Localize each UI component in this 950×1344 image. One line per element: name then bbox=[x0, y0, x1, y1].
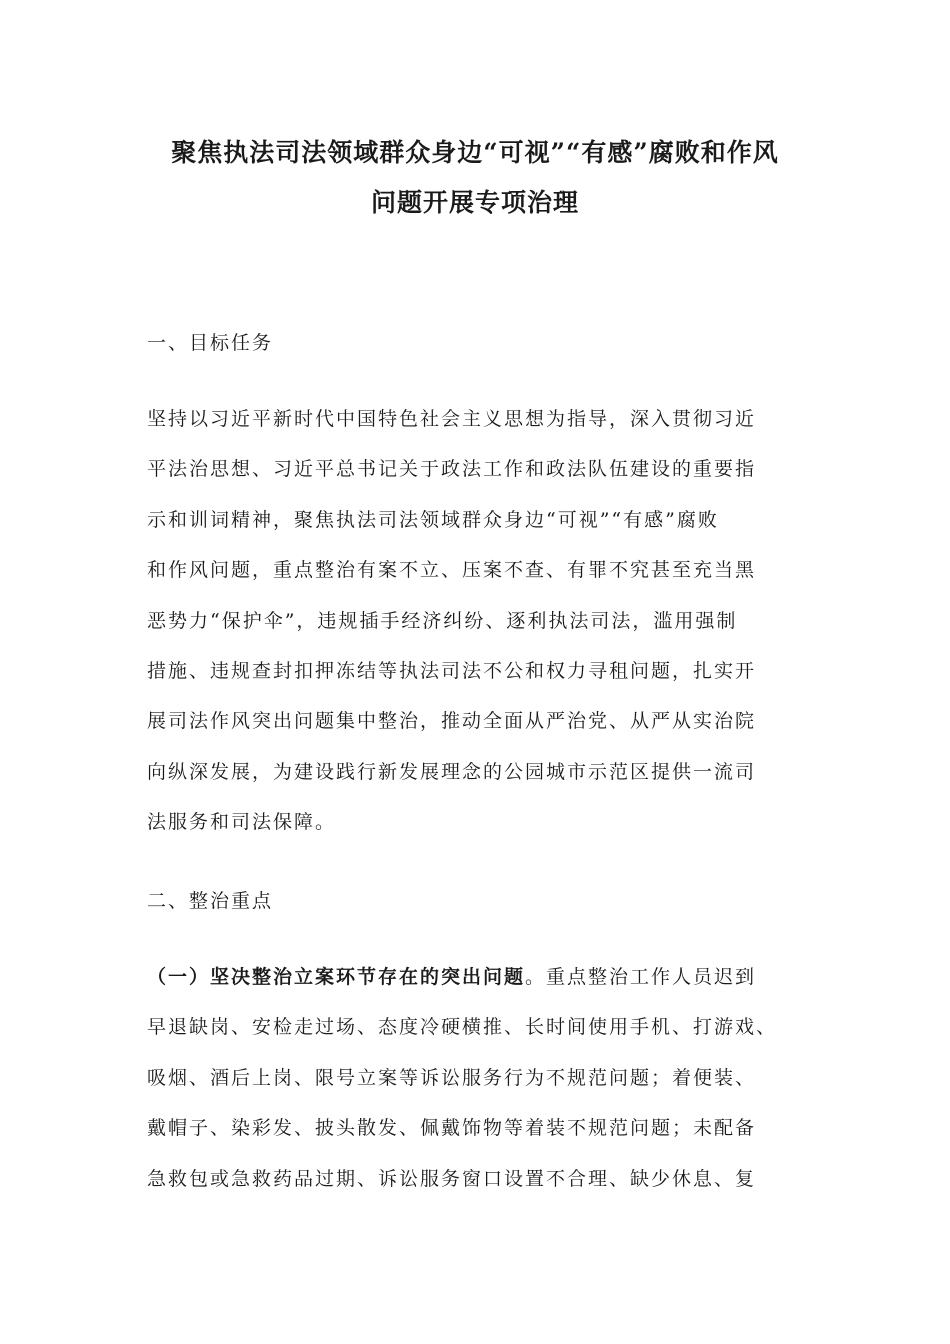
section-heading-goals: 一、目标任务 bbox=[147, 332, 274, 354]
paragraph-line: 和作风问题，重点整治有案不立、压案不查、有罪不究甚至充当黑 bbox=[147, 559, 757, 582]
paragraph-line: 坚持以习近平新时代中国特色社会主义思想为指导，深入贯彻习近 bbox=[147, 408, 757, 430]
paragraph-line: 展司法作风突出问题集中整治，推动全面从严治党、从严从实治院 bbox=[147, 710, 757, 733]
item1-first-line-rest: 。重点整治工作人员迟到 bbox=[525, 966, 757, 988]
paragraph-line: 早退缺岗、安检走过场、态度冷硬横推、长时间使用手机、打游戏、 bbox=[147, 1016, 778, 1039]
paragraph-line: 急救包或急救药品过期、诉讼服务窗口设置不合理、缺少休息、复 bbox=[147, 1167, 757, 1190]
document-title bbox=[0, 128, 950, 228]
paragraph-line: 平法治思想、习近平总书记关于政法工作和政法队伍建设的重要指 bbox=[147, 458, 757, 481]
title-line-2: 问题开展专项治理 bbox=[370, 188, 579, 217]
item1-bold-heading: （一）坚决整治立案环节存在的突出问题 bbox=[147, 966, 526, 988]
paragraph-line: 吸烟、酒后上岗、限号立案等诉讼服务行为不规范问题；着便装、 bbox=[147, 1066, 757, 1089]
paragraph-line: 措施、违规查封扣押冻结等执法司法不公和权力寻租问题，扎实开 bbox=[147, 660, 757, 683]
paragraph-line: 恶势力“保护伞”，违规插手经济纠纷、逐利执法司法，滥用强制 bbox=[147, 609, 738, 632]
paragraph-line: 向纵深发展，为建设践行新发展理念的公园城市示范区提供一流司 bbox=[147, 760, 757, 783]
paragraph-line: 示和训词精神，聚焦执法司法领域群众身边“可视”“有感”腐败 bbox=[147, 508, 719, 531]
section-heading-focus: 二、整治重点 bbox=[147, 890, 274, 912]
paragraph-line bbox=[147, 952, 827, 1002]
section-goals-paragraph bbox=[147, 394, 827, 848]
title-line-1: 聚焦执法司法领域群众身边“可视”“有感”腐败和作风 bbox=[171, 138, 779, 167]
paragraph-line: 法服务和司法保障。 bbox=[147, 811, 337, 834]
item1-paragraph bbox=[147, 952, 827, 1204]
paragraph-line: 戴帽子、染彩发、披头散发、佩戴饰物等着装不规范问题；未配备 bbox=[147, 1117, 757, 1140]
